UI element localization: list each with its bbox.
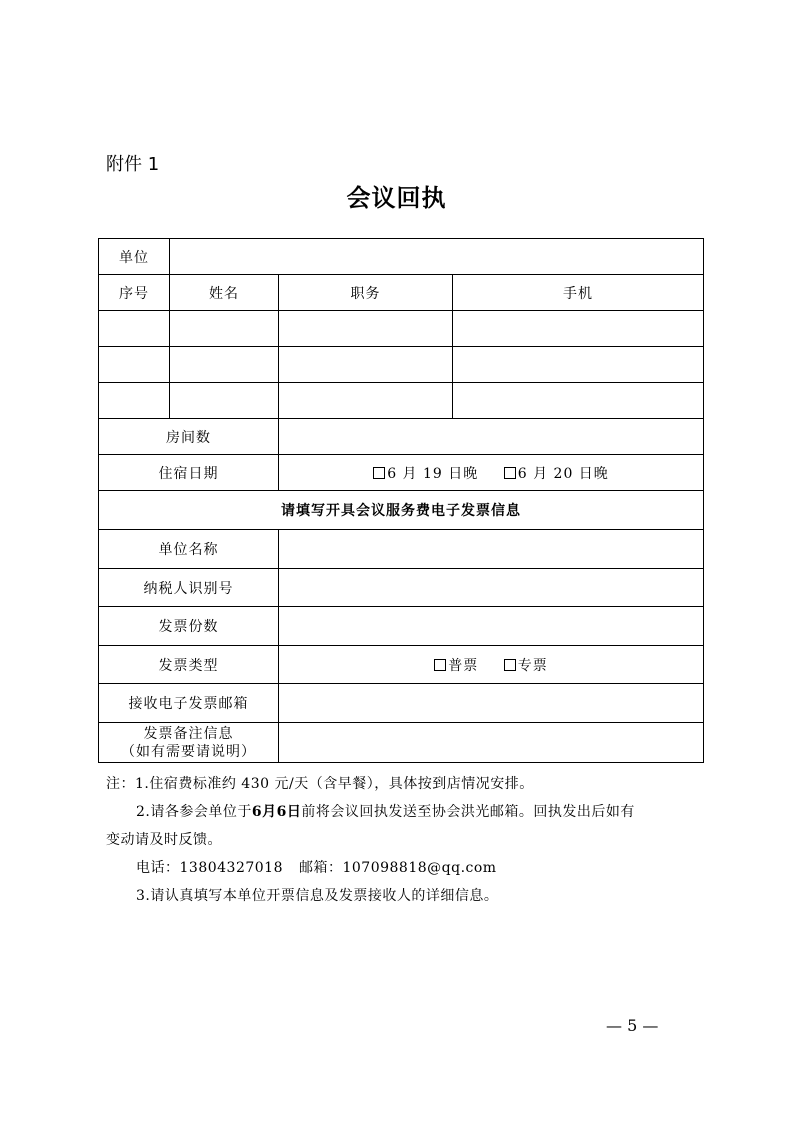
phone-number: 13804327018	[179, 860, 283, 876]
stay-option-19[interactable]: 6 月 19 日晚	[373, 463, 478, 483]
stay-date-options	[279, 455, 704, 491]
email-input[interactable]	[279, 684, 704, 723]
remark-label-line2: （如有需要请说明）	[121, 743, 256, 760]
email-label: 接收电子发票邮箱	[99, 684, 279, 723]
page-number: — 5 —	[606, 1016, 659, 1035]
taxpayer-id-label: 纳税人识别号	[99, 569, 279, 607]
remark-input[interactable]	[279, 723, 704, 763]
stay-date-label: 住宿日期	[99, 455, 279, 491]
room-count-label: 房间数	[99, 419, 279, 455]
page-title: 会议回执	[346, 183, 447, 212]
invoice-copies-label: 发票份数	[99, 607, 279, 646]
checkbox-icon[interactable]	[504, 659, 516, 671]
checkbox-icon[interactable]	[434, 659, 446, 671]
invoice-type-special[interactable]: 专票	[504, 655, 548, 675]
note-2: 2.请各参会单位于6月6日前将会议回执发送至协会洪光邮箱。回执发出后如有	[136, 804, 635, 820]
position-cell[interactable]	[279, 311, 453, 347]
mobile-cell[interactable]	[453, 383, 704, 419]
table-row	[99, 383, 704, 419]
seq-cell[interactable]	[99, 347, 170, 383]
col-header-name: 姓名	[170, 275, 279, 311]
remark-label	[99, 723, 279, 763]
position-cell[interactable]	[279, 347, 453, 383]
checkbox-icon[interactable]	[504, 467, 516, 479]
room-count-input[interactable]	[279, 419, 704, 455]
taxpayer-id-input[interactable]	[279, 569, 704, 607]
invoice-section-title: 请填写开具会议服务费电子发票信息	[99, 491, 704, 530]
invoice-type-label: 发票类型	[99, 646, 279, 684]
notes	[106, 770, 706, 910]
deadline-date: 6月6日	[251, 804, 302, 820]
table-row	[99, 311, 704, 347]
unit-input-cell[interactable]	[170, 239, 704, 275]
note-3: 3.请认真填写本单位开票信息及发票接收人的详细信息。	[136, 888, 499, 904]
email-address: 107098818@qq.com	[342, 860, 497, 876]
checkbox-icon[interactable]	[373, 467, 385, 479]
stay-option-20[interactable]: 6 月 20 日晚	[504, 463, 609, 483]
column-header-row	[99, 275, 704, 311]
mobile-cell[interactable]	[453, 311, 704, 347]
col-header-seq: 序号	[99, 275, 170, 311]
col-header-mobile: 手机	[453, 275, 704, 311]
receipt-form-table	[98, 238, 704, 763]
name-cell[interactable]	[170, 347, 279, 383]
attachment-label: 附件 1	[106, 154, 160, 175]
note-1: 注：1.住宿费标准约 430 元/天（含早餐），具体按到店情况安排。	[106, 776, 534, 792]
seq-cell[interactable]	[99, 311, 170, 347]
invoice-unit-name-input[interactable]	[279, 530, 704, 569]
invoice-type-options	[279, 646, 704, 684]
invoice-type-general[interactable]: 普票	[434, 655, 478, 675]
col-header-position: 职务	[279, 275, 453, 311]
invoice-copies-input[interactable]	[279, 607, 704, 646]
name-cell[interactable]	[170, 383, 279, 419]
name-cell[interactable]	[170, 311, 279, 347]
remark-label-line1: 发票备注信息	[143, 725, 234, 742]
position-cell[interactable]	[279, 383, 453, 419]
contact-line: 电话：13804327018 邮箱：107098818@qq.com	[136, 860, 497, 876]
note-2-continued: 变动请及时反馈。	[106, 832, 222, 848]
mobile-cell[interactable]	[453, 347, 704, 383]
seq-cell[interactable]	[99, 383, 170, 419]
invoice-unit-name-label: 单位名称	[99, 530, 279, 569]
unit-label: 单位	[99, 239, 170, 275]
table-row	[99, 347, 704, 383]
